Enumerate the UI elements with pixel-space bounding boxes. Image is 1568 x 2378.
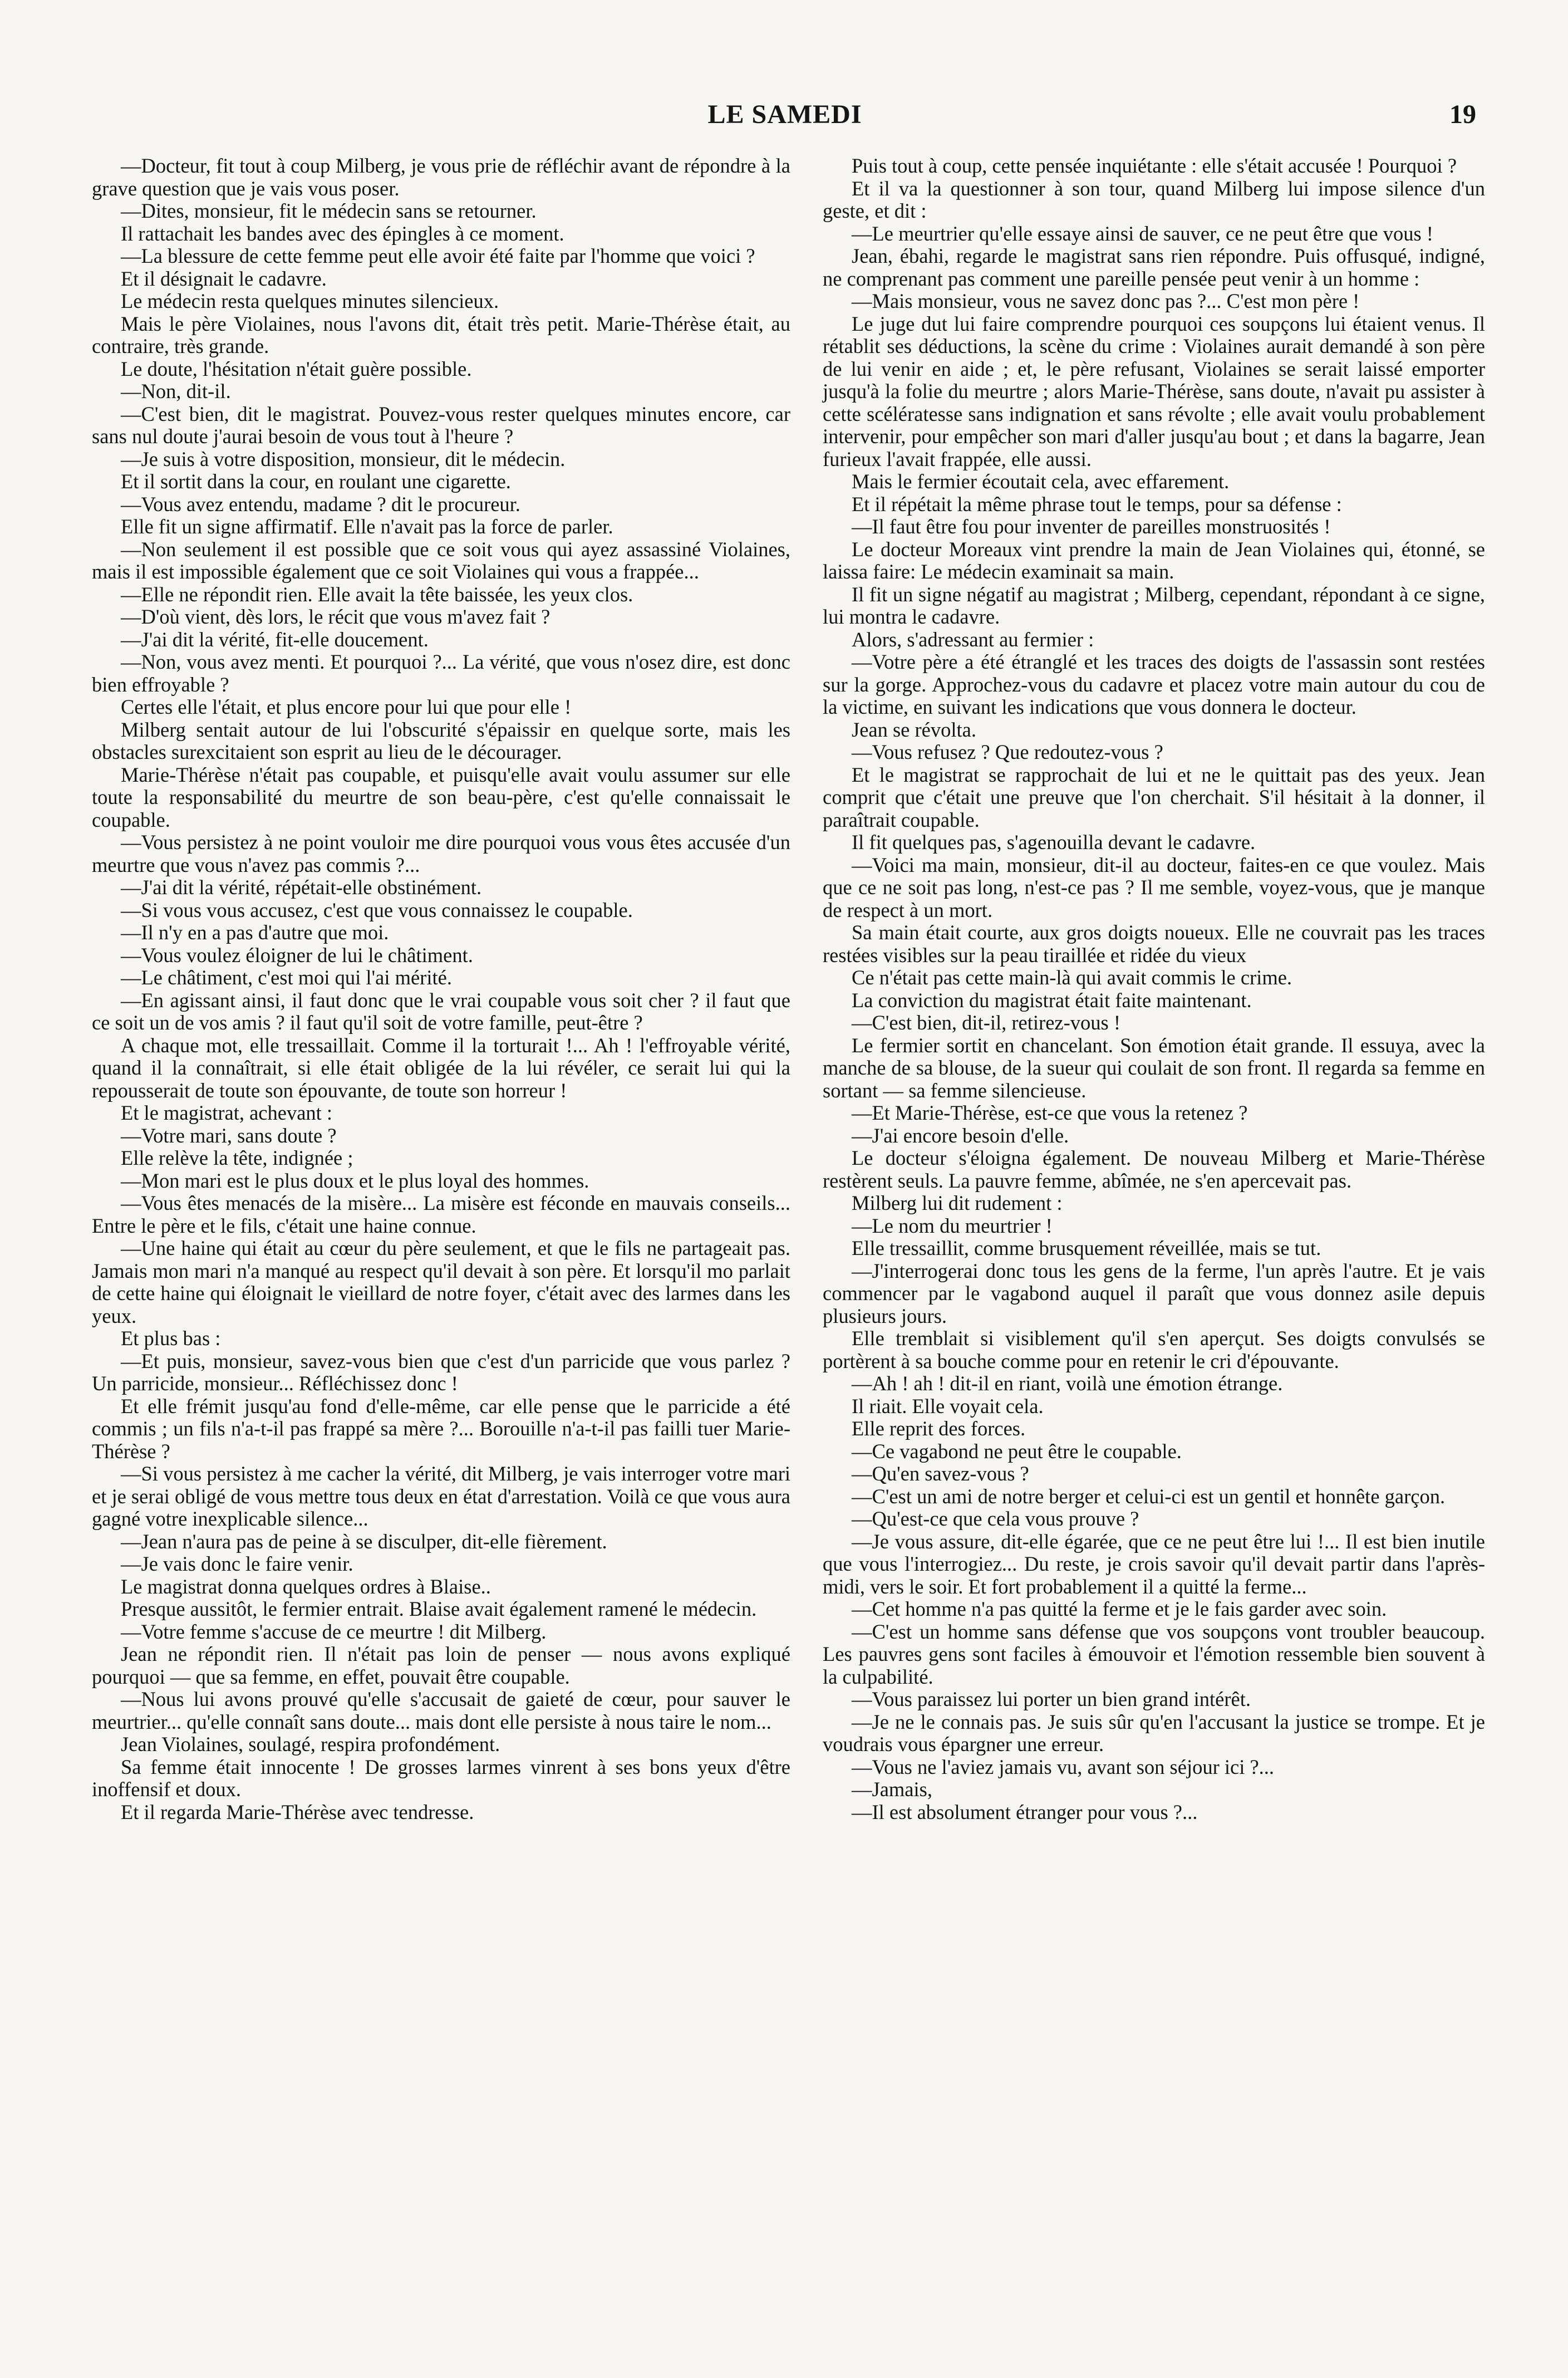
paragraph: —Si vous persistez à me cacher la vérité, dit Milberg, je vais interroger votre mari et je serai obligé de vous mettre tous deux en état d'arrestation. Voilà ce que vous aura gagné votre inexplicable silence...	[92, 1462, 790, 1530]
paragraph: —Mon mari est le plus doux et le plus loyal des hommes.	[121, 1169, 589, 1192]
paragraph: —Mais monsieur, vous ne savez donc pas ?... C'est mon père !	[852, 290, 1360, 312]
paragraph: Sa main était courte, aux gros doigts noueux. Elle ne couvrait pas les traces restées visibles sur la peau tiraillée et ridée du vieux	[823, 921, 1485, 967]
paragraph: Et il répétait la même phrase tout le temps, pour sa défense :	[852, 492, 1342, 516]
paragraph: Jean ne répondit rien. Il n'était pas loin de penser — nous avons expliqué pourquoi — que sa femme, en effet, pouvait être coupable.	[92, 1642, 790, 1688]
paragraph: Elle reprit des forces.	[852, 1417, 1026, 1440]
paragraph: —Je vais donc le faire venir.	[121, 1552, 353, 1575]
paragraph: Et il regarda Marie-Thérèse avec tendresse.	[121, 1800, 474, 1823]
paragraph: Et plus bas :	[121, 1327, 221, 1350]
paragraph: —Le meurtrier qu'elle essaye ainsi de sauver, ce ne peut être que vous !	[852, 222, 1433, 245]
paragraph: Le médecin resta quelques minutes silencieux.	[121, 290, 499, 312]
paragraph: Jean Violaines, soulagé, respira profondément.	[121, 1733, 500, 1756]
paragraph: —La blessure de cette femme peut elle avoir été faite par l'homme que voici ?	[121, 244, 755, 267]
paragraph: —Dites, monsieur, fit le médecin sans se retourner.	[121, 199, 537, 222]
paragraph: —Et Marie-Thérèse, est-ce que vous la retenez ?	[852, 1101, 1248, 1124]
paragraph: —Il faut être fou pour inventer de pareilles monstruosités !	[852, 515, 1331, 538]
paragraph: —Vous voulez éloigner de lui le châtiment.	[121, 943, 473, 967]
paragraph: Et il sortit dans la cour, en roulant une cigarette.	[121, 470, 511, 493]
left-text-column	[92, 155, 790, 1823]
paragraph: —Vous êtes menacés de la misère... La misère est féconde en mauvais conseils... Entre le père et le fils, c'était une haine connue.	[92, 1192, 790, 1237]
paragraph: —Cet homme n'a pas quitté la ferme et je le fais garder avec soin.	[852, 1597, 1387, 1620]
paragraph: —Non, dit-il.	[121, 380, 231, 403]
paragraph: Il fit quelques pas, s'agenouilla devant le cadavre.	[852, 831, 1256, 854]
paragraph: Puis tout à coup, cette pensée inquiétante : elle s'était accusée ! Pourquoi ?	[852, 154, 1457, 177]
paragraph: Jean se révolta.	[852, 718, 976, 741]
paragraph: Ce n'était pas cette main-là qui avait commis le crime.	[852, 966, 1292, 989]
paragraph: —Je suis à votre disposition, monsieur, dit le médecin.	[121, 447, 566, 470]
paragraph: Milberg sentait autour de lui l'obscurité s'épaissir en quelque sorte, mais les obstacles surexcitaient son esprit au lieu de le décourager.	[92, 718, 790, 763]
right-text-column	[823, 155, 1485, 1823]
paragraph: Presque aussitôt, le fermier entrait. Blaise avait également ramené le médecin.	[121, 1597, 757, 1620]
paragraph: —Qu'est-ce que cela vous prouve ?	[852, 1507, 1139, 1530]
page-header	[83, 99, 1486, 133]
paragraph: —J'interrogerai donc tous les gens de la ferme, l'un après l'autre. Et je vais commencer par le vagabond auquel il paraît que vous donnez asile depuis plusieurs jours.	[823, 1259, 1485, 1327]
paragraph: Le docteur Moreaux vint prendre la main de Jean Violaines qui, étonné, se laissa faire: Le médecin examinait sa main.	[823, 537, 1485, 583]
paragraph: Elle tremblait si visiblement qu'il s'en aperçut. Ses doigts convulsés se portèrent à sa bouche comme pour en retenir le cri d'épouvante.	[823, 1327, 1485, 1372]
paragraph: —Jamais,	[852, 1778, 932, 1801]
page-number: 19	[1449, 100, 1476, 129]
paragraph: —Docteur, fit tout à coup Milberg, je vous prie de réfléchir avant de répondre à la grave question que je vais vous poser.	[92, 154, 790, 200]
paragraph: —Non seulement il est possible que ce soit vous qui ayez assassiné Violaines, mais il est impossible également que ce soit Violaines qui vous a frappée...	[92, 537, 790, 583]
paragraph: Elle fit un signe affirmatif. Elle n'avait pas la force de parler.	[121, 515, 613, 538]
paragraph: La conviction du magistrat était faite maintenant.	[852, 988, 1252, 1012]
paragraph: —J'ai dit la vérité, fit-elle doucement.	[121, 627, 429, 651]
paragraph: —C'est bien, dit-il, retirez-vous !	[852, 1011, 1120, 1034]
paragraph: Et il va la questionner à son tour, quand Milberg lui impose silence d'un geste, et dit :	[823, 176, 1485, 222]
paragraph: —Vous persistez à ne point vouloir me dire pourquoi vous vous êtes accusée d'un meurtre que vous n'avez pas commis ?...	[92, 831, 790, 876]
paragraph: Mais le père Violaines, nous l'avons dit, était très petit. Marie-Thérèse était, au contraire, très grande.	[92, 312, 790, 357]
paragraph: —Vous refusez ? Que redoutez-vous ?	[852, 741, 1163, 763]
journal-title: LE SAMEDI	[707, 100, 862, 129]
paragraph: —C'est un ami de notre berger et celui-ci est un gentil et honnête garçon.	[852, 1484, 1446, 1508]
paragraph: Mais le fermier écoutait cela, avec effarement.	[852, 470, 1230, 493]
paragraph: —Une haine qui était au cœur du père seulement, et que le fils ne partageait pas. Jamais mon mari n'a manqué au respect qu'il devait à son père. Et lorsqu'il mo parlait de cette haine qui éloignait le vieillard de notre foyer, c'était avec des larmes dans les yeux.	[92, 1237, 790, 1327]
paragraph: Elle relève la tête, indignée ;	[121, 1146, 353, 1169]
paragraph: —Et puis, monsieur, savez-vous bien que c'est d'un parricide que vous parlez ? Un parricide, monsieur... Réfléchissez donc !	[92, 1349, 790, 1395]
paragraph: —Ah ! ah ! dit-il en riant, voilà une émotion étrange.	[852, 1372, 1283, 1395]
paragraph: —J'ai dit la vérité, répétait-elle obstinément.	[121, 876, 482, 899]
paragraph: —Si vous vous accusez, c'est que vous connaissez le coupable.	[121, 898, 633, 921]
paragraph: —D'où vient, dès lors, le récit que vous m'avez fait ?	[121, 605, 550, 628]
paragraph: —Vous ne l'aviez jamais vu, avant son séjour ici ?...	[852, 1755, 1275, 1778]
paragraph: —Il n'y en a pas d'autre que moi.	[121, 921, 389, 944]
paragraph: Et le magistrat, achevant :	[121, 1101, 333, 1124]
paragraph: —En agissant ainsi, il faut donc que le vrai coupable vous soit cher ? il faut que ce soit un de vos amis ? il faut qu'il soit de votre famille, peut-être ?	[92, 988, 790, 1034]
paragraph: —Vous avez entendu, madame ? dit le procureur.	[121, 492, 520, 516]
paragraph: —Je ne le connais pas. Je suis sûr qu'en l'accusant la justice se trompe. Et je voudrais vous épargner une erreur.	[823, 1710, 1485, 1756]
paragraph: —Votre père a été étranglé et les traces des doigts de l'assassin sont restées sur la gorge. Approchez-vous du cadavre et placez votre main autour du cou de la victime, en suivant les indications que vous donnera le docteur.	[823, 650, 1485, 718]
paragraph: —Voici ma main, monsieur, dit-il au docteur, faites-en ce que voulez. Mais que ce ne soit pas long, n'est-ce pas ? Il me semble, voyez-vous, que je manque de respect à un mort.	[823, 853, 1485, 921]
paragraph: Il riait. Elle voyait cela.	[852, 1394, 1044, 1418]
paragraph: —Qu'en savez-vous ?	[852, 1462, 1029, 1485]
paragraph: —Le châtiment, c'est moi qui l'ai mérité.	[121, 966, 452, 989]
paragraph: Sa femme était innocente ! De grosses larmes vinrent à ses bons yeux d'être inoffensif et doux.	[92, 1755, 790, 1801]
paragraph: Elle tressaillit, comme brusquement réveillée, mais se tut.	[852, 1237, 1321, 1259]
paragraph: —C'est bien, dit le magistrat. Pouvez-vous rester quelques minutes encore, car sans nul doute j'aurai besoin de vous tout à l'heure ?	[92, 402, 790, 448]
paragraph: Le juge dut lui faire comprendre pourquoi ces soupçons lui étaient venus. Il rétablit ses déductions, la scène du crime : Violaines aurait demandé à son père de lui venir en aide ; et, le père refusant, Violaines se serait laissé emporter jusqu'à la folie du meurtre ; alors Marie-Thérèse, sans doute, n'avait pu assister à cette scélératesse sans indignation et sans révolte ; elle avait voulu probablement intervenir, pour empêcher son mari d'aller jusqu'au bout ; et dans la bagarre, Jean furieux l'avait frappée, elle aussi.	[823, 312, 1485, 470]
paragraph: A chaque mot, elle tressaillait. Comme il la torturait !... Ah ! l'effroyable vérité, quand il la connaîtrait, si elle était obligée de la lui révéler, ce serait lui qui la repousserait de toute son épouvante, de toute son horreur !	[92, 1033, 790, 1102]
paragraph: Et le magistrat se rapprochait de lui et ne le quittait pas des yeux. Jean comprit que c'était une preuve que l'on cherchait. S'il hésitait à la donner, il paraîtrait coupable.	[823, 763, 1485, 831]
paragraph: —Votre mari, sans doute ?	[121, 1124, 337, 1147]
paragraph: —Jean n'aura pas de peine à se disculper, dit-elle fièrement.	[121, 1529, 607, 1553]
paragraph: Marie-Thérèse n'était pas coupable, et puisqu'elle avait voulu assumer sur elle toute la responsabilité du meurtre de son beau-père, c'est qu'elle connaissait le coupable.	[92, 763, 790, 831]
paragraph: Le docteur s'éloigna également. De nouveau Milberg et Marie-Thérèse restèrent seuls. La pauvre femme, abîmée, ne s'en apercevait pas.	[823, 1146, 1485, 1192]
paragraph: —C'est un homme sans défense que vos soupçons vont troubler beaucoup. Les pauvres gens sont faciles à émouvoir et l'émotion ressemble bien souvent à la culpabilité.	[823, 1620, 1485, 1688]
paragraph: Il rattachait les bandes avec des épingles à ce moment.	[121, 222, 564, 245]
paragraph: —Il est absolument étranger pour vous ?...	[852, 1800, 1198, 1823]
paragraph: —J'ai encore besoin d'elle.	[852, 1124, 1069, 1147]
paragraph: —Le nom du meurtrier !	[852, 1214, 1053, 1237]
paragraph: Et elle frémit jusqu'au fond d'elle-même, car elle pense que le parricide a été commis ; un fils n'a-t-il pas frappé sa mère ?... Borouille n'a-t-il pas failli tuer Marie-Thérèse ?	[92, 1394, 790, 1463]
paragraph: Le magistrat donna quelques ordres à Blaise..	[121, 1575, 491, 1598]
paragraph: Le doute, l'hésitation n'était guère possible.	[121, 357, 472, 380]
paragraph: —Nous lui avons prouvé qu'elle s'accusait de gaieté de cœur, pour sauver le meurtrier... qu'elle connaît sans doute... mais dont elle persiste à nous taire le nom...	[92, 1688, 790, 1733]
paragraph: Certes elle l'était, et plus encore pour lui que pour elle !	[121, 695, 572, 718]
paragraph: —Votre femme s'accuse de ce meurtre ! dit Milberg.	[121, 1620, 547, 1643]
paragraph: Et il désignait le cadavre.	[121, 267, 327, 290]
paragraph: —Elle ne répondit rien. Elle avait la tête baissée, les yeux clos.	[121, 582, 633, 606]
paragraph: —Vous paraissez lui porter un bien grand intérêt.	[852, 1688, 1251, 1710]
paragraph: Jean, ébahi, regarde le magistrat sans rien répondre. Puis offusqué, indigné, ne comprenant pas comment une pareille pensée peut venir à un homme :	[823, 244, 1485, 290]
paragraph: Le fermier sortit en chancelant. Son émotion était grande. Il essuya, avec la manche de sa blouse, de la sueur qui coulait de son front. Il regarda sa femme en sortant — sa femme silencieuse.	[823, 1033, 1485, 1102]
paragraph: —Ce vagabond ne peut être le coupable.	[852, 1439, 1182, 1463]
paragraph: Il fit un signe négatif au magistrat ; Milberg, cependant, répondant à ce signe, lui montra le cadavre.	[823, 582, 1485, 628]
paragraph: Alors, s'adressant au fermier :	[852, 627, 1094, 651]
paragraph: Milberg lui dit rudement :	[852, 1192, 1063, 1214]
paragraph: —Non, vous avez menti. Et pourquoi ?... La vérité, que vous n'osez dire, est donc bien effroyable ?	[92, 650, 790, 696]
paragraph: —Je vous assure, dit-elle égarée, que ce ne peut être lui !... Il est bien inutile que vous l'interrogiez... Du reste, je crois savoir qu'il devait partir dans l'après-midi, vers le soir. Et fort probablement il a quitté la ferme...	[823, 1529, 1485, 1598]
